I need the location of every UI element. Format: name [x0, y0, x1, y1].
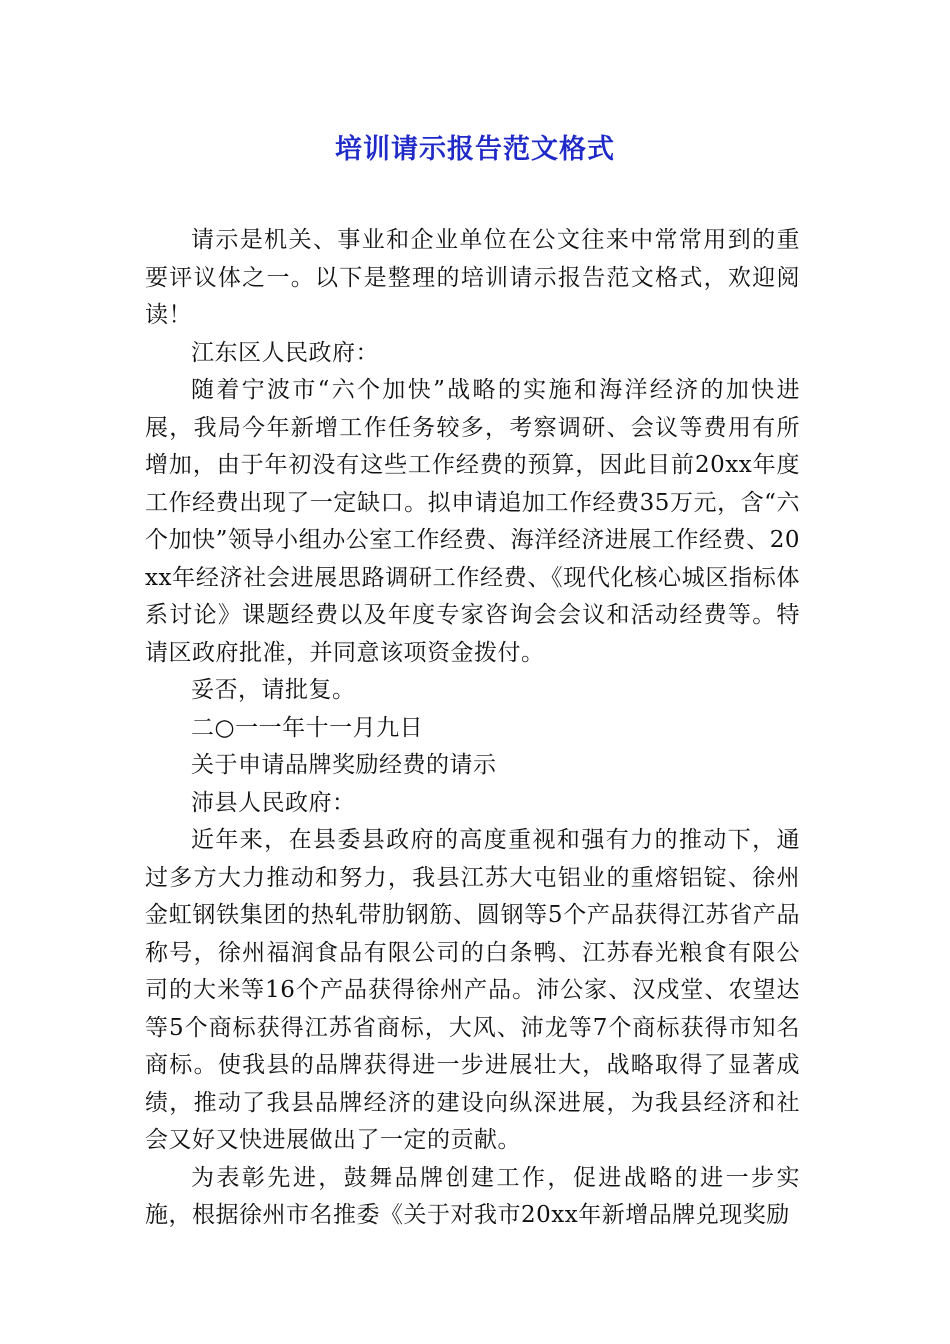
- salutation-peixian: 沛县人民政府：: [191, 789, 356, 816]
- request-body-paragraph: 随着宁波市“六个加快”战略的实施和海洋经济的加快进展，我局今年新增工作任务较多，考察调研、会议等费用有所增加，由于年初没有这些工作经费的预算，因此目前20xx年度工作经费出现了一定缺口。拟申请追加工作经费35万元，含“六个加快”领导小组办公室工作经费、海洋经济进展工作经费、20xx年经济社会进展思路调研工作经费、《现代化核心城区指标体系讨论》课题经费以及年度专家咨询会会议和活动经费等。特请区政府批准，并同意该项资金拨付。: [145, 377, 800, 666]
- date-line: 二○一一年十一月九日: [191, 714, 424, 741]
- salutation-jiangdong: 江东区人民政府：: [191, 339, 379, 366]
- document-body: [145, 222, 800, 1235]
- approval-request-line: 妥否，请批复。: [191, 677, 356, 703]
- document-title: 培训请示报告范文格式: [335, 134, 615, 165]
- intro-paragraph: 请示是机关、事业和企业单位在公文往来中常常用到的重要评议体之一。以下是整理的培训请示报告范文格式，欢迎阅读！: [145, 227, 800, 328]
- second-request-heading: 关于申请品牌奖励经费的请示: [191, 752, 497, 778]
- brand-achievement-paragraph: 近年来，在县委县政府的高度重视和强有力的推动下，通过多方大力推动和努力，我县江苏大屯铝业的重熔铝锭、徐州金虹钢铁集团的热轧带肋钢筋、圆钢等5个产品获得江苏省产品称号，徐州福润食品有限公司的白条鸭、江苏春光粮食有限公司的大米等16个产品获得徐州产品。沛公家、汉戍堂、农望达等5个商标获得江苏省商标，大风、沛龙等7个商标获得市知名商标。使我县的品牌获得进一步进展壮大，战略取得了显著成绩，推动了我县品牌经济的建设向纵深进展，为我县经济和社会又好又快进展做出了一定的贡献。: [145, 827, 800, 1153]
- commendation-paragraph: 为表彰先进，鼓舞品牌创建工作，促进战略的进一步实施，根据徐州市名推委《关于对我市20xx年新增品牌兑现奖励: [145, 1164, 800, 1228]
